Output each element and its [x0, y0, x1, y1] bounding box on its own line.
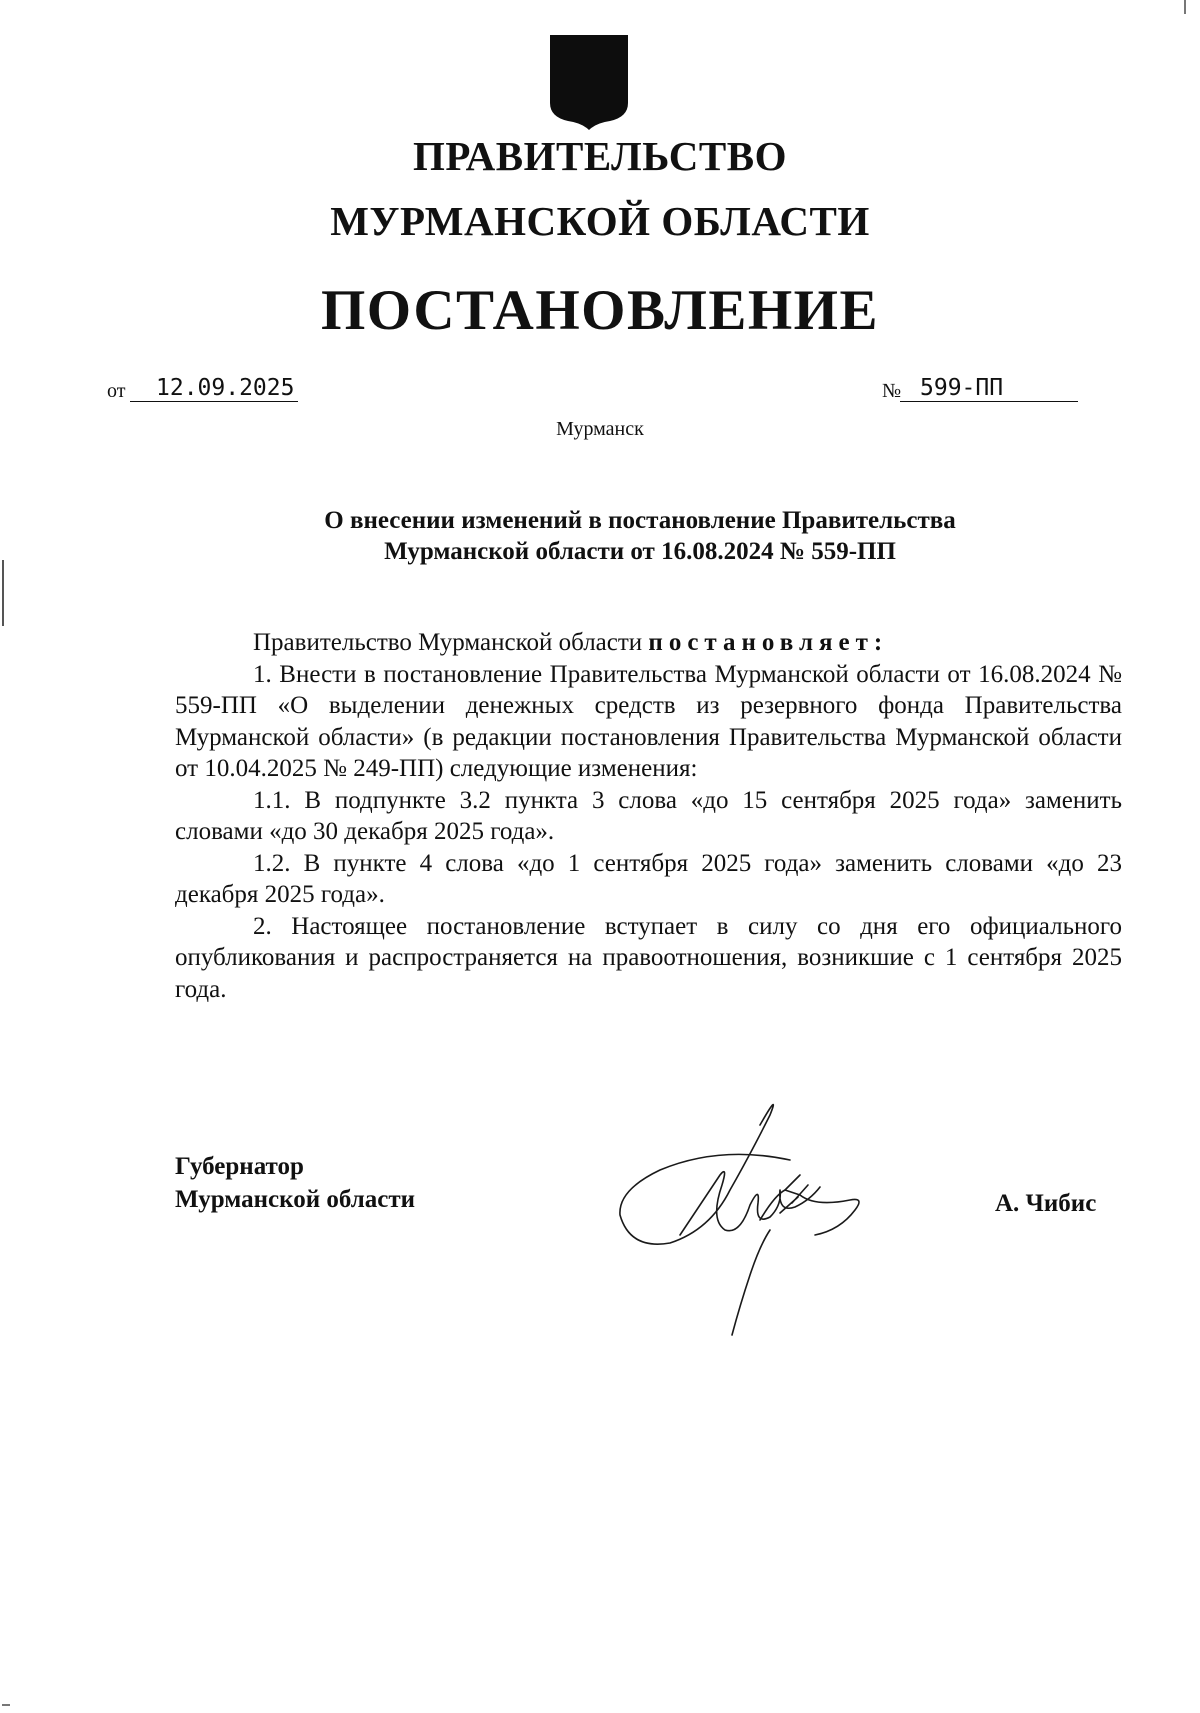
government-title: ПРАВИТЕЛЬСТВО [412, 133, 788, 179]
paragraph-1: 1. Внести в постановление Правительства Мурманской области от 16.08.2024 № 559-ПП «О выделении денежных средств из резервного фонда Правительства Мурманской области» (в редакции постановления Правительства Мурманской области от 10.04.2025 № 249-ПП) следующие изменения: [175, 660, 1122, 782]
number-value: 599-ПП [900, 376, 1078, 402]
scan-edge-mark [2, 1704, 10, 1706]
handwritten-signature [610, 1095, 910, 1345]
region-title: МУРМАНСКОЙ ОБЛАСТИ [330, 198, 870, 244]
paragraph-1-1: 1.1. В подпункте 3.2 пункта 3 слова «до 15 сентября 2025 года» заменить словами «до 30 декабря 2025 года». [175, 786, 1122, 845]
subject-line: Мурманской области от 16.08.2024 № 559-ПП [384, 538, 896, 565]
signatory-title-line: Губернатор [175, 1153, 304, 1180]
scan-edge-mark [2, 560, 4, 626]
city: Мурманск [556, 418, 644, 440]
subject-line: О внесении изменений в постановление Правительства [324, 507, 956, 534]
intro-decision-word: постановляет: [648, 629, 889, 656]
signatory-name: А. Чибис [995, 1190, 1097, 1217]
intro-paragraph [175, 627, 1122, 659]
coat-of-arms-icon [548, 33, 630, 131]
date-label: от [107, 380, 126, 402]
signatory-title-line: Мурманской области [175, 1186, 416, 1213]
paragraph-2: 2. Настоящее постановление вступает в силу со дня его официального опубликования и распространяется на правоотношения, возникшие с 1 сентября 2025 года. [175, 912, 1122, 1003]
document-body [175, 627, 1122, 1005]
date-value: 12.09.2025 [130, 376, 298, 402]
number-label: № [882, 380, 902, 402]
scan-edge-mark [1184, 0, 1186, 14]
intro-text: Правительство Мурманской области [253, 629, 649, 656]
signatory-title [175, 1150, 415, 1216]
document-subject [240, 505, 1040, 567]
document-type-title: ПОСТАНОВЛЕНИЕ [320, 279, 880, 342]
paragraph-1-2: 1.2. В пункте 4 слова «до 1 сентября 2025 года» заменить словами «до 23 декабря 2025 года». [175, 849, 1122, 908]
